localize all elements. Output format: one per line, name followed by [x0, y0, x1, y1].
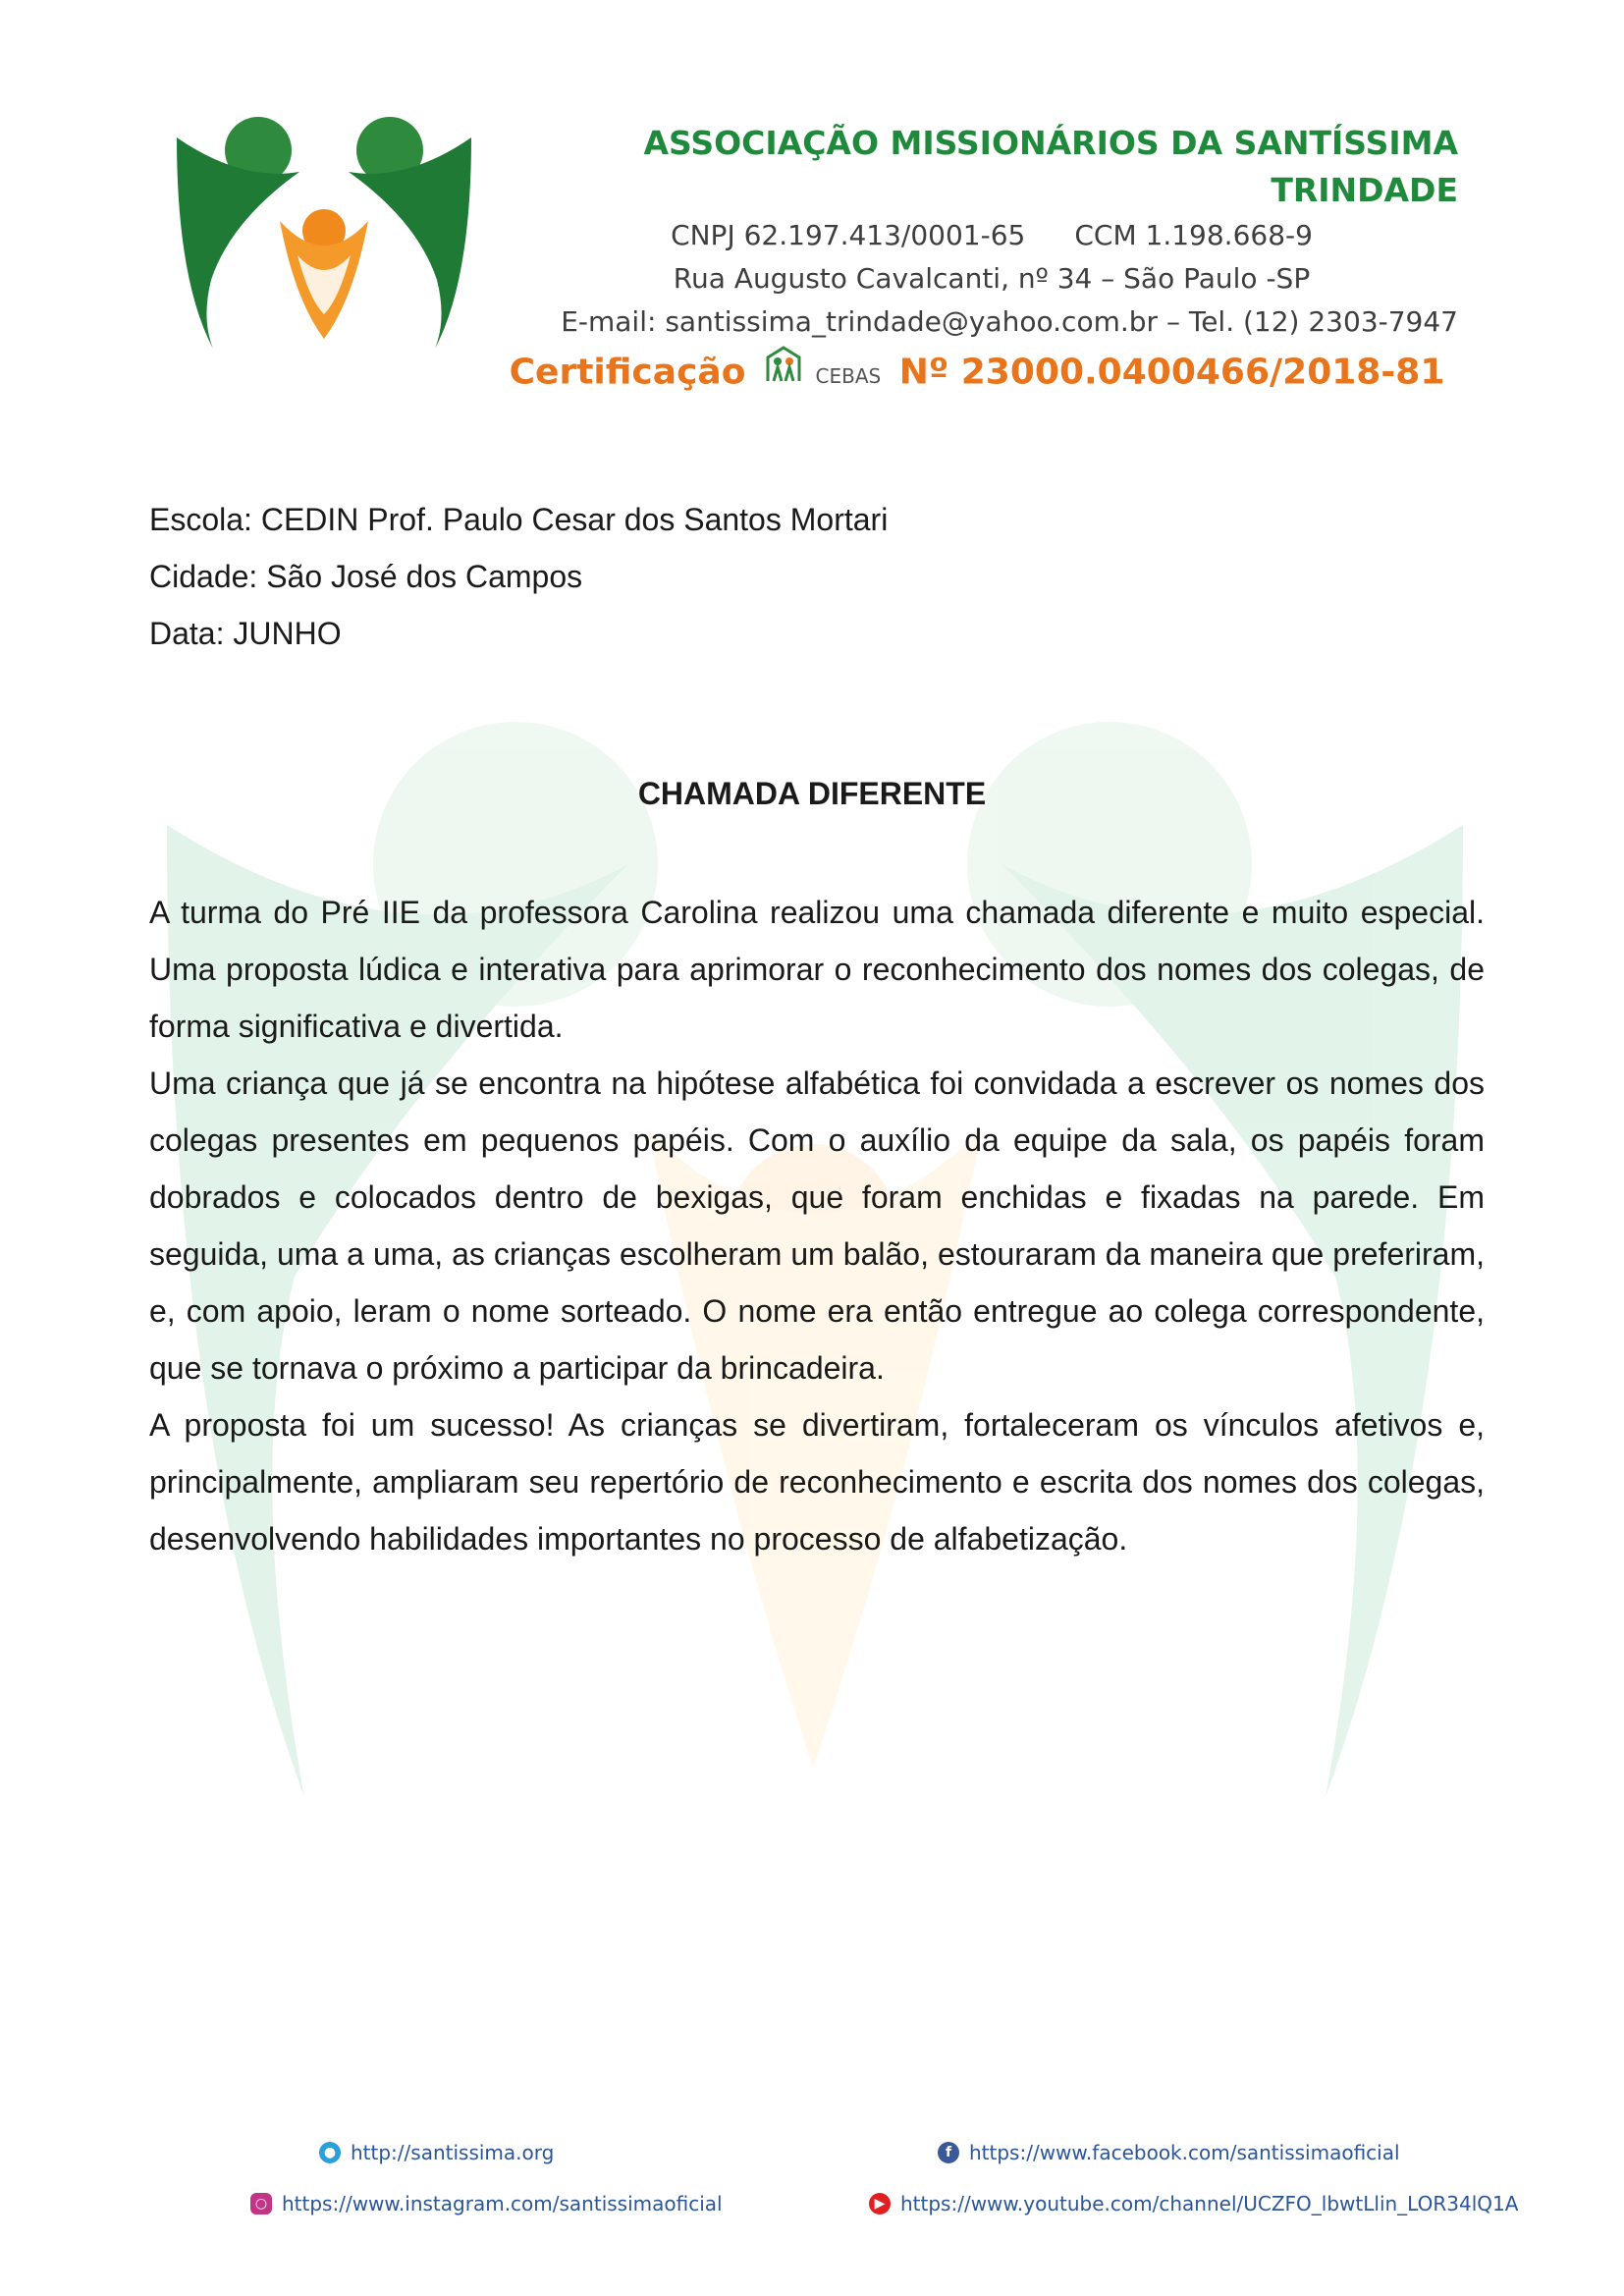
address-line: Rua Augusto Cavalcanti, nº 34 – São Paulo -SP	[673, 262, 1311, 295]
youtube-icon: ▶	[869, 2193, 891, 2214]
web-icon: ●	[319, 2142, 341, 2163]
facebook-link[interactable]: f https://www.facebook.com/santissimaoficial	[938, 2141, 1400, 2164]
organization-name: ASSOCIAÇÃO MISSIONÁRIOS DA SANTÍSSIMA TRINDADE	[643, 124, 1458, 209]
organization-logo	[172, 113, 476, 358]
cebas-icon	[764, 344, 881, 404]
document-title: CHAMADA DIFERENTE	[637, 776, 987, 811]
certification-row	[496, 344, 1458, 404]
date-line: Data: JUNHO	[149, 616, 342, 651]
school-line: Escola: CEDIN Prof. Paulo Cesar dos Santos Mortari	[149, 502, 889, 537]
ccm-number: CCM 1.198.668-9	[1074, 219, 1313, 251]
certification-label: Certificação	[509, 352, 746, 393]
paragraph: A turma do Pré IIE da professora Carolina realizou uma chamada diferente e muito especial. Uma proposta lúdica e interativa para aprimorar o reconhecimento dos nomes dos colegas, de forma significativa e divertida.	[149, 895, 1485, 1044]
registration-row	[496, 214, 1458, 257]
document-body	[149, 884, 1485, 1567]
contact-line: E-mail: santissima_trindade@yahoo.com.br – Tel. (12) 2303-7947	[561, 305, 1458, 338]
facebook-icon: f	[938, 2142, 959, 2163]
cebas-label: CEBAS	[815, 364, 882, 388]
document-meta	[149, 491, 888, 662]
cnpj-number: CNPJ 62.197.413/0001-65	[671, 219, 1026, 251]
instagram-icon: ○	[250, 2193, 272, 2214]
city-line: Cidade: São José dos Campos	[149, 559, 583, 594]
website-link[interactable]: ● http://santissima.org	[319, 2141, 554, 2164]
youtube-link[interactable]: ▶ https://www.youtube.com/channel/UCZFO_lbwtLlin_LOR34lQ1A	[869, 2192, 1518, 2215]
organization-header	[496, 120, 1458, 404]
footer-links	[0, 2141, 1624, 2249]
paragraph: A proposta foi um sucesso! As crianças se divertiram, fortaleceram os vínculos afetivos e, principalmente, ampliaram seu repertório de reconhecimento e escrita dos nomes dos colegas, desenvolvendo habilidades importantes no processo de alfabetização.	[149, 1407, 1485, 1557]
certification-number: Nº 23000.0400466/2018-81	[898, 352, 1445, 393]
paragraph: Uma criança que já se encontra na hipótese alfabética foi convidada a escrever os nomes dos colegas presentes em pequenos papéis. Com o auxílio da equipe da sala, os papéis foram dobrados e colocados dentro de bexigas, que foram enchidas e fixadas na parede. Em seguida, uma a uma, as crianças escolheram um balão, estouraram da maneira que preferiram, e, com apoio, leram o nome sorteado. O nome era então entregue ao colega correspondente, que se tornava o próximo a participar da brincadeira.	[149, 1066, 1485, 1386]
instagram-link[interactable]: ○ https://www.instagram.com/santissimaoficial	[250, 2192, 723, 2215]
